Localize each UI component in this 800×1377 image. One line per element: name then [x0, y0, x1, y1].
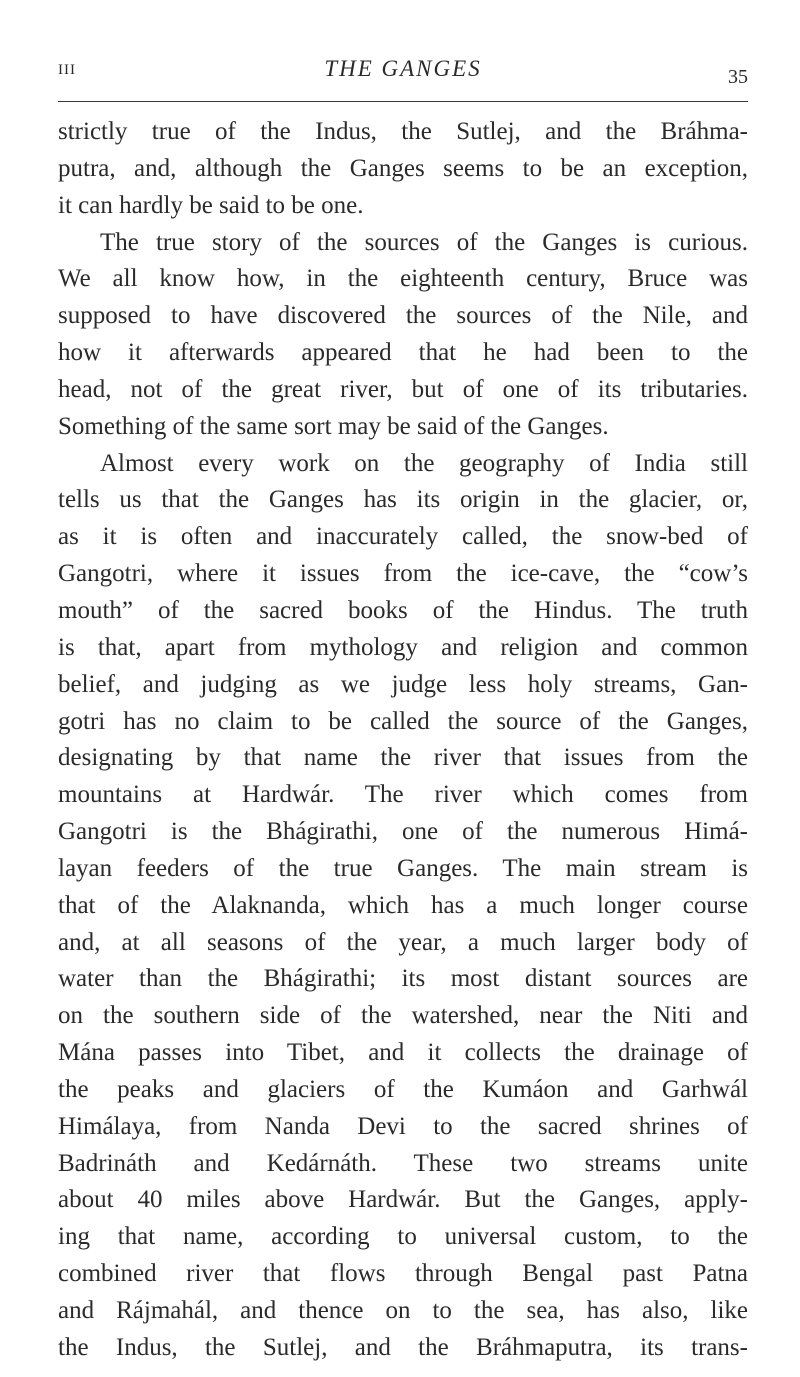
- text-line: and, at all seasons of the year, a much larger body of: [58, 928, 748, 956]
- text-line: about 40 miles above Hardwár. But the Ganges, apply-: [58, 1186, 748, 1214]
- text-line: gotri has no claim to be called the source of the Ganges,: [58, 707, 748, 735]
- text-line: combined river that flows through Bengal past Patna: [58, 1260, 748, 1288]
- header-rule: [58, 101, 748, 102]
- text-line: Something of the same sort may be said of the Ganges.: [58, 412, 609, 440]
- text-line: Gangotri is the Bhágirathi, one of the numerous Himá-: [58, 818, 748, 846]
- text-line: Mána passes into Tibet, and it collects the drainage of: [58, 1039, 748, 1067]
- text-line: We all know how, in the eighteenth century, Bruce was: [58, 265, 748, 293]
- text-line: tells us that the Ganges has its origin in the glacier, or,: [58, 486, 748, 514]
- text-line: it can hardly be said to be one.: [58, 191, 364, 219]
- text-line: the Indus, the Sutlej, and the Bráhmaputra, its trans-: [58, 1333, 748, 1361]
- text-line: water than the Bhágirathi; its most distant sources are: [58, 965, 748, 993]
- text-line: the peaks and glaciers of the Kumáon and Garhwál: [58, 1075, 748, 1103]
- text-line: designating by that name the river that issues from the: [58, 744, 748, 772]
- text-line: Badrináth and Kedárnáth. These two streams unite: [58, 1149, 748, 1177]
- body-text: [58, 114, 748, 1367]
- text-line: putra, and, although the Ganges seems to be an exception,: [58, 154, 748, 182]
- text-line: Almost every work on the geography of India still: [100, 449, 748, 477]
- text-line: The true story of the sources of the Ganges is curious.: [100, 228, 748, 256]
- text-line: supposed to have discovered the sources of the Nile, and: [58, 302, 748, 330]
- text-line: Himálaya, from Nanda Devi to the sacred shrines of: [58, 1112, 748, 1140]
- text-line: ing that name, according to universal custom, to the: [58, 1223, 748, 1251]
- running-title: THE GANGES: [324, 56, 482, 81]
- text-line: mountains at Hardwár. The river which comes from: [58, 781, 748, 809]
- text-line: mouth” of the sacred books of the Hindus. The truth: [58, 596, 748, 624]
- text-line: as it is often and inaccurately called, the snow-bed of: [58, 523, 748, 551]
- text-line: strictly true of the Indus, the Sutlej, and the Bráhma-: [58, 118, 748, 145]
- chapter-number: III: [58, 62, 76, 78]
- page-header: [58, 56, 748, 102]
- text-line: on the southern side of the watershed, near the Niti and: [58, 1002, 748, 1030]
- text-line: Gangotri, where it issues from the ice-cave, the “cow’s: [58, 560, 748, 588]
- text-line: that of the Alaknanda, which has a much longer course: [58, 891, 748, 919]
- text-line: head, not of the great river, but of one of its tributaries.: [58, 375, 748, 403]
- text-line: is that, apart from mythology and religion and common: [58, 633, 748, 661]
- text-line: how it afterwards appeared that he had been to the: [58, 339, 748, 367]
- page-number: 35: [728, 66, 748, 88]
- text-line: and Rájmahál, and thence on to the sea, has also, like: [58, 1297, 748, 1324]
- text-line: belief, and judging as we judge less holy streams, Gan-: [58, 670, 748, 698]
- text-line: layan feeders of the true Ganges. The main stream is: [58, 854, 748, 882]
